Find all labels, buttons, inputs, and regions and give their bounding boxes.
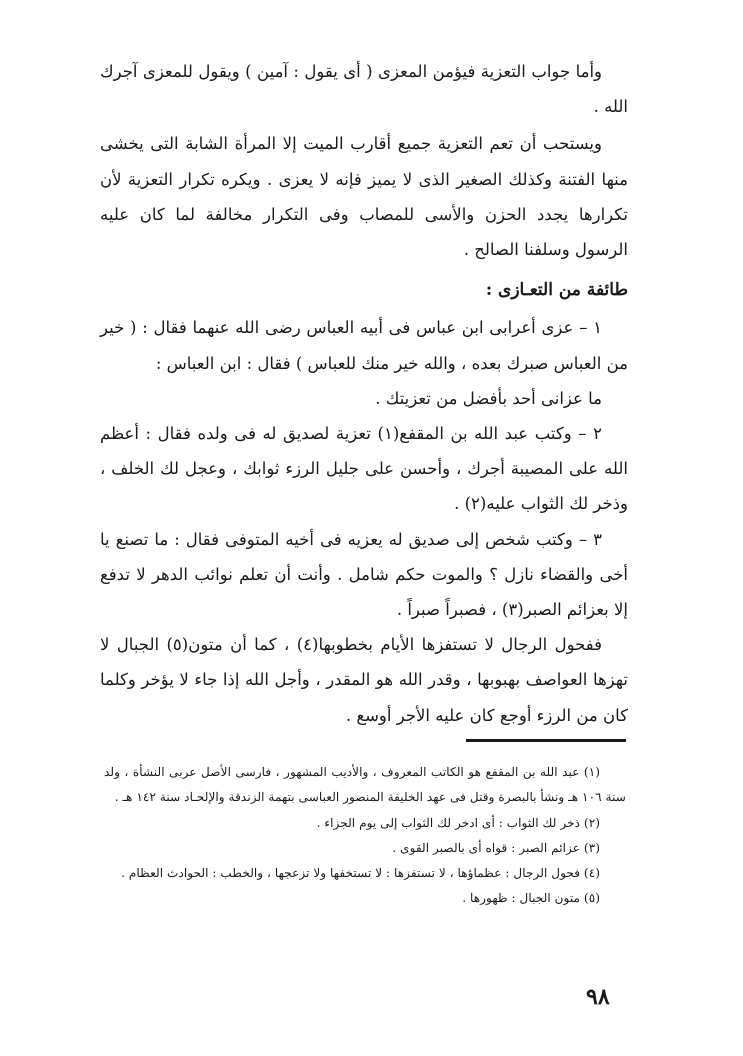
footnote-1: (١) عبد الله بن المقفع هو الكاتب المعروف ، والأديب المشهور ، فارسى الأصل عربى النشأة ، ولد سنة ١٠٦ هـ ونشأ بالبصرة وقتل فى عهد الخليفة المنصور العباسى بتهمة الزندقة والإلحـاد سنة ١٤٢ هـ .: [104, 765, 626, 805]
paragraph-condolence-etiquette: ويستحب أن تعم التعزية جميع أقارب الميت إلا المرأة الشابة التى يخشى منها الفتنة وكذلك الصغير الذى لا يميز فإنه لا يعزى . ويكره تكرار التعزية لأن تكرارها يجدد الحزن والأسى للمصاب وفى التكرار مخالفة لما كان عليه الرسول وسلفنا الصالح .: [100, 134, 628, 260]
footnotes: [104, 760, 626, 912]
footnote-2: (٢) ذخر لك الثواب : أى ادخر لك الثواب إلى يوم الجزاء .: [316, 815, 600, 830]
paragraph-condolence-reply: وأما جواب التعزية فيؤمن المعزى ( أى يقول : آمين ) ويقول للمعزى آجرك الله .: [100, 62, 628, 117]
footnote-4: (٤) فحول الرجال : عظماؤها ، لا تستفزها : لا تستخفها ولا تزعجها ، والخطب : الحوادث العظام .: [121, 866, 600, 881]
condolence-item-2: ٢ – وكتب عبد الله بن المقفع(١) تعزية لصديق له فى ولده فقال : أعظم الله على المصيبة أجرك ، وأحسن على جليل الرزء ثوابك ، وعجل لك الخلف ، وذخر لك الثواب عليه(٢) .: [100, 424, 628, 514]
section-heading: طائفة من التعـازى :: [485, 280, 628, 301]
page-number: ٩٨: [586, 984, 610, 1010]
condolence-item-3-continued: ففحول الرجال لا تستفزها الأيام بخطوبها(٤) ، كما أن متون(٥) الجبال لا تهزها العواصف بهبوبها ، وقدر الله هو المقدر ، وأجل الله إذا جاء لا يؤخر وكلما كان من الرزء أوجع كان عليه الأجر أوسع .: [100, 635, 628, 725]
footnote-3: (٣) عزائم الصبر : قواه أى بالصبر القوى .: [392, 840, 600, 855]
condolence-item-1: ١ – عزى أعرابى ابن عباس فى أبيه العباس رضى الله عنهما فقال : ( خير من العباس صبرك بعده ، والله خير منك للعباس ) فقال : ابن العباس :: [100, 318, 628, 373]
condolence-item-1-reply: ما عزانى أحد بأفضل من تعزيتك .: [375, 388, 602, 408]
footnote-5: (٥) متون الجبال : ظهورها .: [462, 891, 600, 906]
footnote-divider: [466, 739, 626, 742]
condolence-item-3: ٣ – وكتب شخص إلى صديق له يعزيه فى أخيه المتوفى فقال : ما تصنع يا أخى والقضاء نازل ؟ والموت حكم شامل . وأنت أن تعلم نوائب الدهر لا تدفع إلا بعزائم الصبر(٣) ، فصبراً صبراً .: [100, 529, 628, 620]
main-text: [100, 54, 628, 733]
